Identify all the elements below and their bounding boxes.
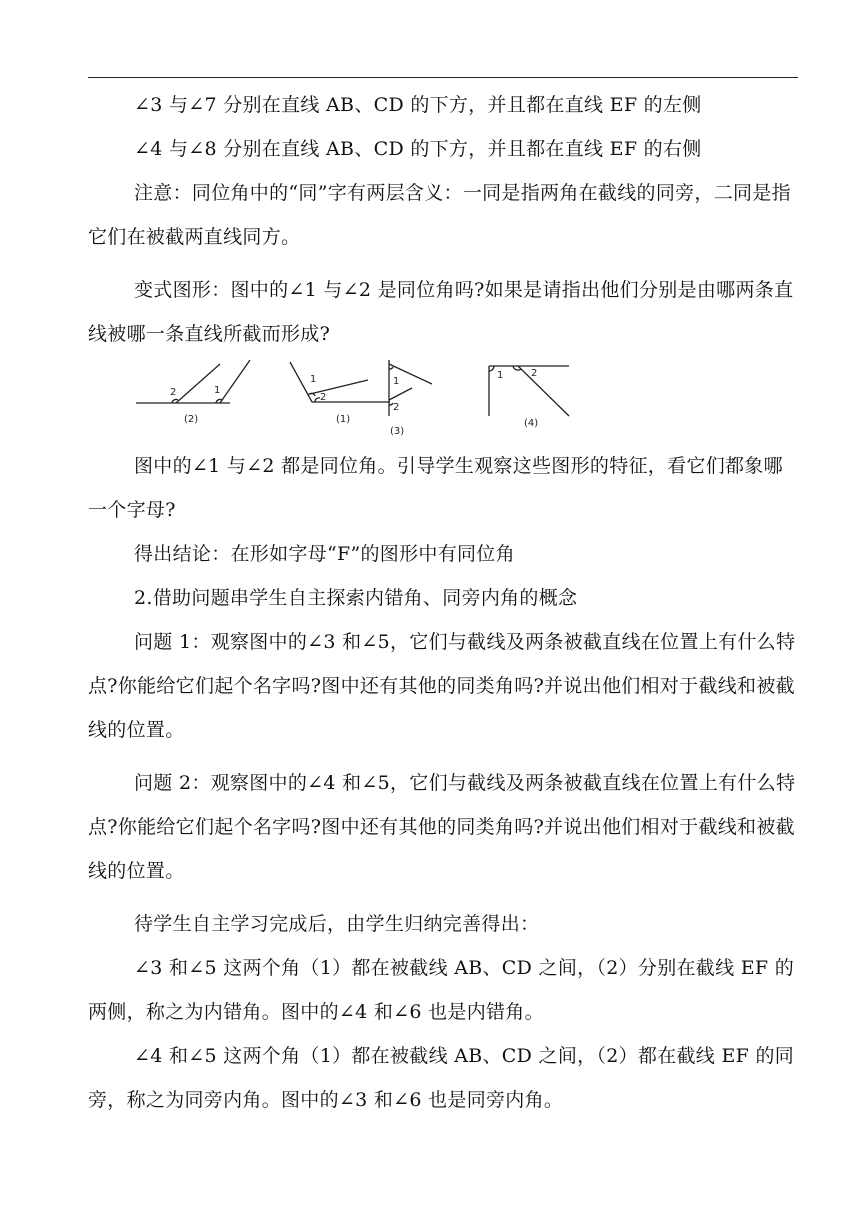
figure-2-caption: (2) [184,414,199,425]
paragraph-section-2: 2.借助问题串学生自主探索内错角、同旁内角的概念 [134,587,578,609]
figure-2-label-1: 1 [214,385,221,396]
header-rule [88,77,798,78]
figure-1 [290,362,390,402]
figure-3-caption: (3) [390,426,405,437]
figure-2 [136,360,250,403]
figure-1-label-2: 2 [320,392,327,403]
paragraph-same-side-interior: ∠4 和∠5 这两个角（1）都在被截线 AB、CD 之间，（2）都在截线 EF 的同旁，称之为同旁内角。图中的∠3 和∠6 也是同旁内角。 [88,1045,795,1111]
figure-1-label-1: 1 [310,374,317,385]
paragraph-conclusion: 得出结论：在形如字母“F”的图形中有同位角 [134,543,515,565]
paragraph-same-position-angles: 图中的∠1 与∠2 都是同位角。引导学生观察这些图形的特征，看它们都象哪一个字母? [88,455,783,521]
paragraph-question-2: 问题 2：观察图中的∠4 和∠5，它们与截线及两条被截直线在位置上有什么特点?你能给它们起个名字吗?图中还有其他的同类角吗?并说出他们相对于截线和被截线的位置。 [88,772,796,882]
document-body [88,83,800,1122]
paragraph-alternate-interior: ∠3 和∠5 这两个角（1）都在被截线 AB、CD 之间，（2）分别在截线 EF 的两侧，称之为内错角。图中的∠4 和∠6 也是内错角。 [88,957,795,1023]
paragraph-summary-intro: 待学生自主学习完成后，由学生归纳完善得出： [134,913,540,935]
figure-3-label-1: 1 [393,376,400,387]
paragraph-variant-figures: 变式图形：图中的∠1 与∠2 是同位角吗?如果是请指出他们分别是由哪两条直线被哪一条直线所截而形成? [88,279,794,345]
variant-figures-svg [88,360,800,442]
figure-4-label-1: 1 [497,370,504,381]
figure-4-label-2: 2 [531,368,538,379]
figure-3-label-2: 2 [393,402,400,413]
figure-2-label-2: 2 [170,387,177,398]
paragraph-angle-4-8: ∠4 与∠8 分别在直线 AB、CD 的下方，并且都在直线 EF 的右侧 [134,138,702,160]
paragraph-question-1: 问题 1：观察图中的∠3 和∠5，它们与截线及两条被截直线在位置上有什么特点?你能给它们起个名字吗?图中还有其他的同类角吗?并说出他们相对于截线和被截线的位置。 [88,631,796,741]
paragraph-angle-3-7: ∠3 与∠7 分别在直线 AB、CD 的下方，并且都在直线 EF 的左侧 [134,94,702,116]
variant-figures [88,360,800,442]
figure-1-caption: (1) [336,414,351,425]
paragraph-note: 注意：同位角中的“同”字有两层含义：一同是指两角在截线的同旁，二同是指它们在被截两直线同方。 [88,182,791,248]
figure-4-caption: (4) [524,418,539,429]
